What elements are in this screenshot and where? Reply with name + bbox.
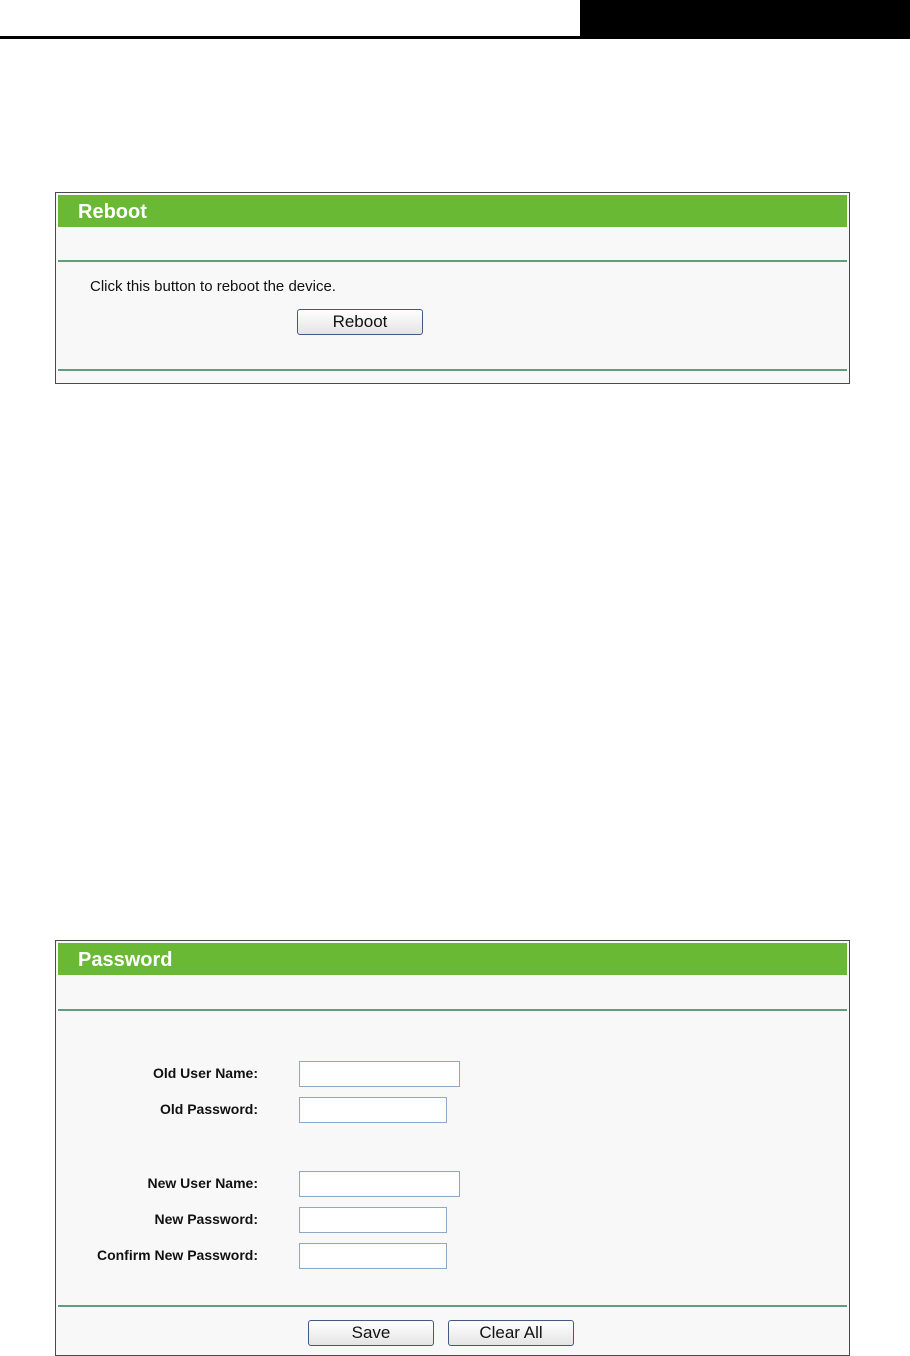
header-rule [0, 36, 910, 39]
header-black-tab [580, 0, 910, 38]
new-password-input[interactable] [299, 1207, 447, 1233]
password-panel-title: Password [58, 943, 847, 975]
confirm-new-password-input[interactable] [299, 1243, 447, 1269]
save-button[interactable]: Save [308, 1320, 434, 1346]
new-user-name-input[interactable] [299, 1171, 460, 1197]
new-password-label: New Password: [154, 1211, 258, 1227]
reboot-top-rule [58, 260, 847, 262]
reboot-description: Click this button to reboot the device. [90, 278, 336, 295]
old-password-label: Old Password: [159, 1101, 258, 1117]
old-user-name-input[interactable] [299, 1061, 460, 1087]
password-top-rule [58, 1009, 847, 1011]
clear-all-button[interactable]: Clear All [448, 1320, 574, 1346]
reboot-panel-title: Reboot [58, 195, 847, 227]
password-panel [55, 940, 850, 1356]
reboot-button[interactable]: Reboot [297, 309, 423, 335]
old-password-input[interactable] [299, 1097, 447, 1123]
password-bottom-rule [58, 1305, 847, 1307]
reboot-bottom-rule [58, 369, 847, 371]
new-user-name-label: New User Name: [147, 1175, 258, 1191]
reboot-panel [55, 192, 850, 384]
old-user-name-label: Old User Name: [152, 1065, 258, 1081]
confirm-new-password-label: Confirm New Password: [96, 1247, 258, 1263]
